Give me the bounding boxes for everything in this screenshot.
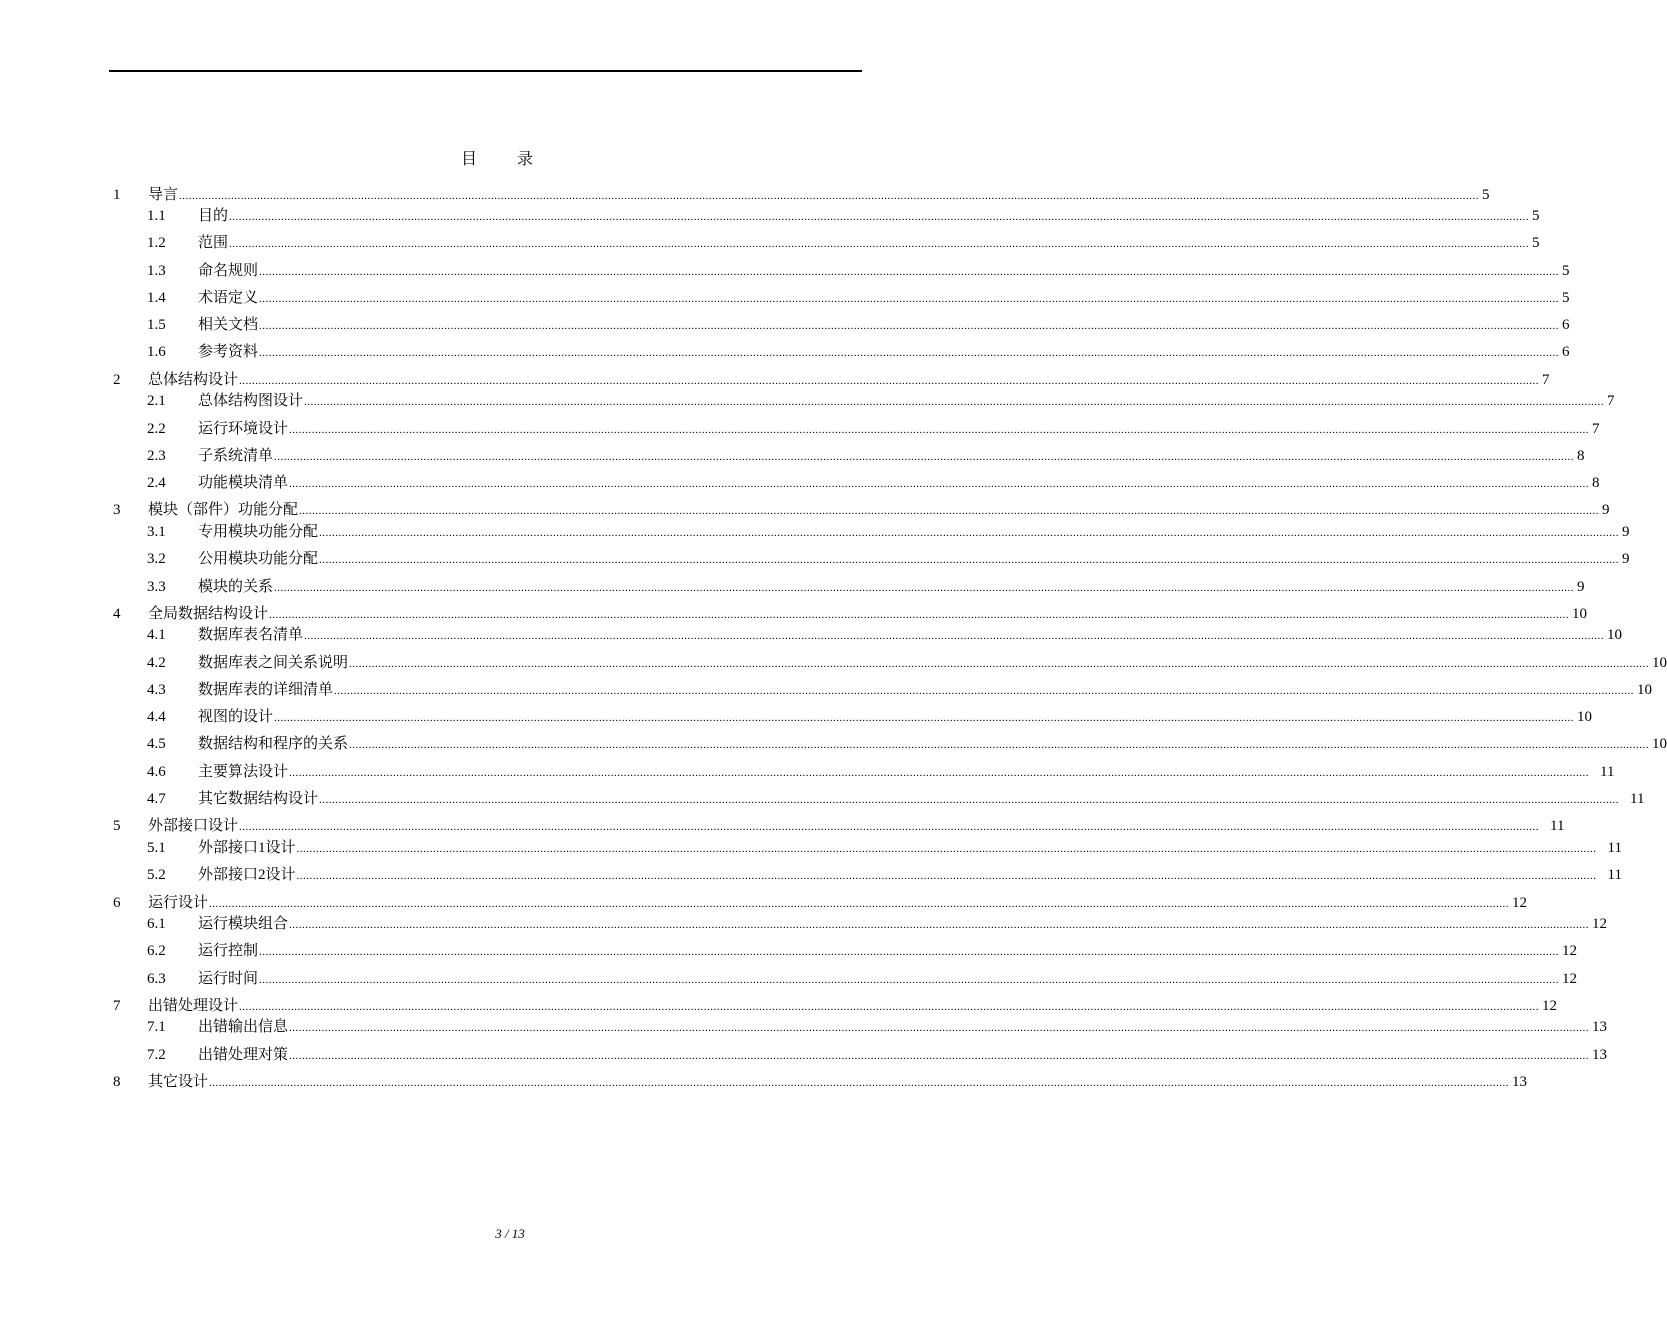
toc-entry-page: 10 (1572, 606, 1588, 622)
toc-dot-leader: ................................................................................................................................................................................................................................................................................................................................................................................................................ (304, 396, 1605, 408)
toc-entry[interactable] (113, 185, 1490, 205)
toc-entry-number: 4.3 (147, 682, 166, 698)
toc-entry-number: 3.3 (147, 579, 166, 595)
toc-entry[interactable] (147, 969, 1578, 989)
toc-entry[interactable] (147, 914, 1608, 934)
toc-entry-title: 外部接口设计 (148, 818, 239, 834)
toc-entry-page: 9 (1602, 502, 1610, 518)
toc-dot-leader: ................................................................................................................................................................................................................................................................................................................................................................................................................ (304, 630, 1605, 642)
toc-dot-leader: ................................................................................................................................................................................................................................................................................................................................................................................................................ (259, 974, 1560, 986)
toc-entry-title: 数据库表的详细清单 (198, 682, 334, 698)
toc-dot-leader: ................................................................................................................................................................................................................................................................................................................................................................................................................ (259, 320, 1560, 332)
toc-entry-title: 总体结构图设计 (198, 393, 304, 409)
toc-entry-title: 外部接口2设计 (198, 867, 296, 883)
toc-entry-number: 3.1 (147, 524, 166, 540)
toc-entry-title: 出错处理对策 (198, 1047, 289, 1063)
toc-dot-leader: ................................................................................................................................................................................................................................................................................................................................................................................................................ (289, 919, 1590, 931)
toc-entry-page: 13 (1592, 1019, 1608, 1035)
toc-entry[interactable] (147, 734, 1667, 754)
toc-entry-page: 10 (1637, 682, 1653, 698)
toc-entry-page: 10 (1652, 736, 1667, 752)
toc-entry-title: 运行环境设计 (198, 421, 289, 437)
toc-entry-page: 13 (1592, 1047, 1608, 1063)
toc-entry[interactable] (147, 522, 1630, 542)
toc-entry-page: 13 (1512, 1074, 1528, 1090)
toc-entry-number: 3 (113, 502, 121, 518)
toc-entry-number: 2.3 (147, 448, 166, 464)
toc-dot-leader: ................................................................................................................................................................................................................................................................................................................................................................................................................ (229, 211, 1530, 223)
toc-entry-number: 4.4 (147, 709, 166, 725)
toc-entry-number: 5.1 (147, 840, 166, 856)
toc-entry[interactable] (147, 838, 1622, 858)
toc-entry[interactable] (147, 419, 1600, 439)
toc-entry-number: 1.4 (147, 290, 166, 306)
toc-entry-number: 2.2 (147, 421, 166, 437)
toc-entry-title: 其它设计 (148, 1074, 209, 1090)
toc-entry-number: 7.1 (147, 1019, 166, 1035)
toc-entry[interactable] (147, 625, 1623, 645)
toc-entry-page: 10 (1652, 655, 1667, 671)
toc-entry[interactable] (147, 288, 1570, 308)
toc-entry[interactable] (113, 996, 1558, 1016)
toc-entry-page: 11 (1630, 791, 1645, 807)
toc-entry-number: 4.7 (147, 791, 166, 807)
toc-entry[interactable] (113, 500, 1610, 520)
toc-entry[interactable] (147, 233, 1540, 253)
toc-entry-page: 5 (1562, 290, 1570, 306)
toc-dot-leader: ................................................................................................................................................................................................................................................................................................................................................................................................................ (259, 293, 1560, 305)
toc-entry-number: 3.2 (147, 551, 166, 567)
toc-entry-page: 8 (1592, 475, 1600, 491)
toc-dot-leader: ................................................................................................................................................................................................................................................................................................................................................................................................................ (209, 1077, 1510, 1089)
toc-dot-leader: ................................................................................................................................................................................................................................................................................................................................................................................................................ (274, 451, 1575, 463)
toc-entry-title: 子系统清单 (198, 448, 274, 464)
toc-entry-title: 外部接口1设计 (198, 840, 296, 856)
toc-dot-leader: ................................................................................................................................................................................................................................................................................................................................................................................................................ (269, 609, 1570, 621)
toc-entry[interactable] (113, 893, 1528, 913)
toc-entry-number: 1.6 (147, 344, 166, 360)
toc-entry-page: 12 (1542, 998, 1558, 1014)
toc-entry-title: 出错处理设计 (148, 998, 239, 1014)
toc-entry-number: 4.5 (147, 736, 166, 752)
toc-entry-title: 主要算法设计 (198, 764, 289, 780)
toc-entry[interactable] (147, 315, 1570, 335)
toc-dot-leader: ................................................................................................................................................................................................................................................................................................................................................................................................................ (259, 347, 1560, 359)
toc-dot-leader: ................................................................................................................................................................................................................................................................................................................................................................................................................ (274, 582, 1575, 594)
toc-dot-leader: ................................................................................................................................................................................................................................................................................................................................................................................................................ (289, 1022, 1590, 1034)
toc-entry-number: 1 (113, 187, 121, 203)
toc-title: 目 录 (460, 151, 551, 168)
toc-entry-number: 5.2 (147, 867, 166, 883)
toc-entry-number: 6 (113, 895, 121, 911)
toc-entry-title: 运行控制 (198, 943, 259, 959)
toc-entry[interactable] (113, 604, 1588, 624)
toc-dot-leader: ................................................................................................................................................................................................................................................................................................................................................................................................................ (289, 424, 1590, 436)
toc-entry-number: 1.5 (147, 317, 166, 333)
toc-entry-title: 运行模块组合 (198, 916, 289, 932)
toc-dot-leader: ................................................................................................................................................................................................................................................................................................................................................................................................................ (334, 685, 1635, 697)
toc-dot-leader: ................................................................................................................................................................................................................................................................................................................................................................................................................ (239, 375, 1540, 387)
toc-entry[interactable] (147, 865, 1622, 885)
toc-dot-leader: ................................................................................................................................................................................................................................................................................................................................................................................................................ (274, 712, 1575, 724)
toc-entry-page: 11 (1600, 764, 1615, 780)
toc-entry-number: 5 (113, 818, 121, 834)
toc-entry-page: 9 (1577, 579, 1585, 595)
toc-entry-title: 功能模块清单 (198, 475, 289, 491)
toc-entry-page: 5 (1562, 263, 1570, 279)
toc-entry-number: 4.2 (147, 655, 166, 671)
toc-entry-title: 术语定义 (198, 290, 259, 306)
toc-dot-leader: ................................................................................................................................................................................................................................................................................................................................................................................................................ (289, 1050, 1590, 1062)
toc-entry[interactable] (147, 549, 1630, 569)
toc-entry-title: 全局数据结构设计 (148, 606, 269, 622)
toc-entry[interactable] (147, 577, 1585, 597)
toc-entry-number: 1.1 (147, 208, 166, 224)
toc-entry-page: 9 (1622, 524, 1630, 540)
toc-entry[interactable] (113, 1072, 1528, 1092)
toc-entry[interactable] (147, 473, 1600, 493)
toc-entry-title: 模块的关系 (198, 579, 274, 595)
toc-entry-page: 11 (1607, 840, 1622, 856)
toc-dot-leader: ................................................................................................................................................................................................................................................................................................................................................................................................................ (239, 1001, 1540, 1013)
toc-dot-leader: ................................................................................................................................................................................................................................................................................................................................................................................................................ (349, 658, 1650, 670)
toc-dot-leader: ................................................................................................................................................................................................................................................................................................................................................................................................................ (209, 898, 1510, 910)
toc-entry-title: 专用模块功能分配 (198, 524, 319, 540)
toc-dot-leader: ................................................................................................................................................................................................................................................................................................................................................................................................................ (319, 794, 1620, 806)
toc-entry-title: 视图的设计 (198, 709, 274, 725)
toc-entry-page: 7 (1592, 421, 1600, 437)
toc-dot-leader: ................................................................................................................................................................................................................................................................................................................................................................................................................ (349, 739, 1650, 751)
toc-entry-page: 5 (1482, 187, 1490, 203)
toc-entry-page: 12 (1562, 971, 1578, 987)
toc-entry-title: 其它数据结构设计 (198, 791, 319, 807)
toc-entry-page: 5 (1532, 208, 1540, 224)
page-number: 3 / 13 (495, 1226, 525, 1241)
toc-entry-number: 6.2 (147, 943, 166, 959)
toc-entry-page: 6 (1562, 344, 1570, 360)
toc-entry-page: 11 (1550, 818, 1565, 834)
toc-entry-number: 6.1 (147, 916, 166, 932)
toc-entry-number: 7.2 (147, 1047, 166, 1063)
toc-entry-title: 数据库表名清单 (198, 627, 304, 643)
toc-entry[interactable] (147, 653, 1667, 673)
toc-entry[interactable] (147, 342, 1570, 362)
toc-dot-leader: ................................................................................................................................................................................................................................................................................................................................................................................................................ (289, 767, 1590, 779)
toc-entry[interactable] (147, 680, 1653, 700)
toc-dot-leader: ................................................................................................................................................................................................................................................................................................................................................................................................................ (296, 843, 1597, 855)
toc-entry-page: 8 (1577, 448, 1585, 464)
toc-entry[interactable] (147, 941, 1578, 961)
toc-entry-number: 1.2 (147, 235, 166, 251)
toc-dot-leader: ................................................................................................................................................................................................................................................................................................................................................................................................................ (259, 946, 1560, 958)
toc-entry[interactable] (147, 1017, 1608, 1037)
toc-entry-page: 11 (1607, 867, 1622, 883)
toc-entry-number: 4.1 (147, 627, 166, 643)
toc-entry[interactable] (147, 261, 1570, 281)
toc-entry-page: 12 (1592, 916, 1608, 932)
toc-entry-title: 命名规则 (198, 263, 259, 279)
toc-entry[interactable] (147, 707, 1593, 727)
toc-entry-title: 模块（部件）功能分配 (148, 502, 299, 518)
toc-dot-leader: ................................................................................................................................................................................................................................................................................................................................................................................................................ (229, 238, 1530, 250)
toc-entry-page: 10 (1577, 709, 1593, 725)
toc-entry-title: 出错输出信息 (198, 1019, 289, 1035)
toc-entry-number: 2.4 (147, 475, 166, 491)
toc-entry[interactable] (147, 206, 1540, 226)
toc-dot-leader: ................................................................................................................................................................................................................................................................................................................................................................................................................ (319, 527, 1620, 539)
toc-entry-title: 相关文档 (198, 317, 259, 333)
toc-entry-page: 6 (1562, 317, 1570, 333)
toc-entry-page: 12 (1512, 895, 1528, 911)
toc-entry-title: 范围 (198, 235, 229, 251)
toc-entry-number: 6.3 (147, 971, 166, 987)
toc-entry-title: 运行设计 (148, 895, 209, 911)
toc-dot-leader: ................................................................................................................................................................................................................................................................................................................................................................................................................ (289, 478, 1590, 490)
toc-entry-title: 总体结构设计 (148, 372, 239, 388)
toc-entry-title: 目的 (198, 208, 229, 224)
toc-entry-number: 8 (113, 1074, 121, 1090)
toc-entry[interactable] (147, 762, 1615, 782)
toc-entry-title: 数据库表之间关系说明 (198, 655, 349, 671)
toc-entry-title: 公用模块功能分配 (198, 551, 319, 567)
toc-entry-title: 运行时间 (198, 971, 259, 987)
toc-entry[interactable] (147, 446, 1585, 466)
toc-entry-page: 5 (1532, 235, 1540, 251)
toc-entry-number: 2 (113, 372, 121, 388)
toc-entry-page: 12 (1562, 943, 1578, 959)
toc-entry[interactable] (147, 1045, 1608, 1065)
toc-entry[interactable] (113, 816, 1565, 836)
toc-entry[interactable] (147, 391, 1615, 411)
toc-dot-leader: ................................................................................................................................................................................................................................................................................................................................................................................................................ (319, 554, 1620, 566)
toc-entry-number: 2.1 (147, 393, 166, 409)
toc-entry-page: 9 (1622, 551, 1630, 567)
toc-entry[interactable] (147, 789, 1645, 809)
toc-entry-title: 参考资料 (198, 344, 259, 360)
toc-dot-leader: ................................................................................................................................................................................................................................................................................................................................................................................................................ (259, 266, 1560, 278)
toc-entry-number: 1.3 (147, 263, 166, 279)
toc-dot-leader: ................................................................................................................................................................................................................................................................................................................................................................................................................ (179, 190, 1480, 202)
toc-dot-leader: ................................................................................................................................................................................................................................................................................................................................................................................................................ (299, 505, 1600, 517)
toc-entry-page: 7 (1542, 372, 1550, 388)
toc-dot-leader: ................................................................................................................................................................................................................................................................................................................................................................................................................ (296, 870, 1597, 882)
toc-entry-number: 4 (113, 606, 121, 622)
toc-entry-page: 10 (1607, 627, 1623, 643)
toc-entry-title: 数据结构和程序的关系 (198, 736, 349, 752)
toc-entry-number: 7 (113, 998, 121, 1014)
toc-entry-page: 7 (1607, 393, 1615, 409)
toc-dot-leader: ................................................................................................................................................................................................................................................................................................................................................................................................................ (239, 821, 1540, 833)
toc-entry-number: 4.6 (147, 764, 166, 780)
toc-entry[interactable] (113, 370, 1550, 390)
toc-entry-title: 导言 (148, 187, 179, 203)
